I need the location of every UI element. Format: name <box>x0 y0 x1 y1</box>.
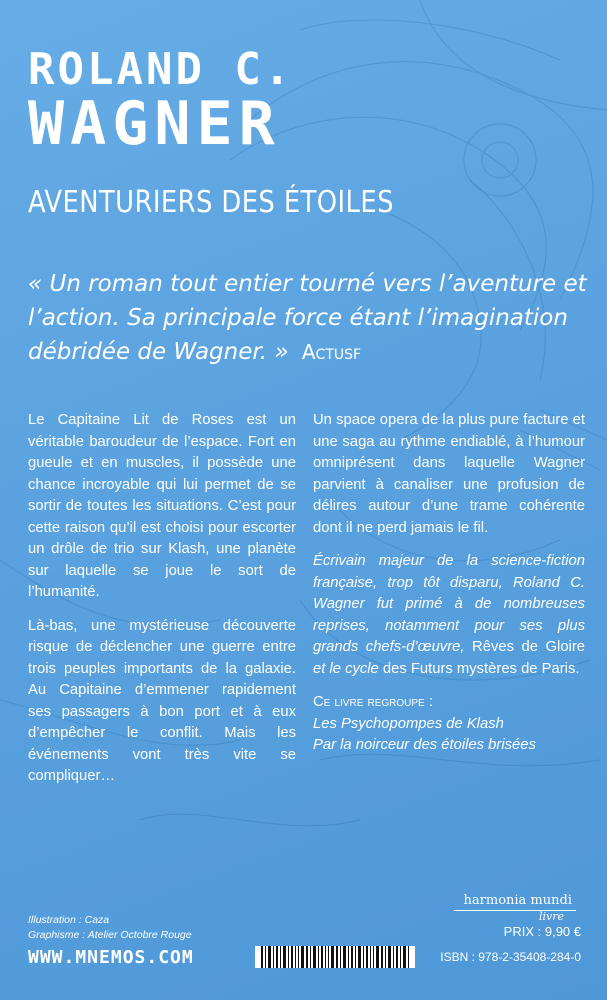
bio-end-punctuation: . <box>575 660 580 677</box>
publisher-website: WWW.MNEMOS.COM <box>28 947 194 968</box>
barcode <box>255 946 415 968</box>
credits <box>28 913 192 943</box>
publisher-name: harmonia mundi <box>454 893 576 911</box>
price-label: PRIX : 9,90 € <box>503 924 581 939</box>
isbn-label: ISBN : 978-2-35408-284-0 <box>440 950 581 964</box>
synopsis-column <box>28 410 296 800</box>
synopsis-paragraph-1: Le Capitaine Lit de Roses est un véritable baroudeur de l’espace. Fort en gueule et en muscles, il possède une chance incroyable qui lui permet de se sortir de toutes les situations. C’est pour cette raison qu’il est choisi pour escorter un drôle de trio sur Klash, une planète sur laquelle se joue le sort de l’humanité. <box>28 412 296 600</box>
quote-source: Actusf <box>301 340 362 364</box>
bio-work-title-2: des Futurs mystères de Paris <box>382 660 576 677</box>
review-paragraph: Un space opera de la plus pure facture et une saga au rythme endiablé, à l’humour omniprésent dans laquelle Wagner parvient à canaliser une profusion de délires autour d’une trame cohérente dont il ne perd jamais le fil. <box>313 412 585 536</box>
author-name <box>28 44 294 159</box>
included-titles-label: Ce livre regroupe : <box>313 694 433 710</box>
synopsis-paragraph-2: Là-bas, une mystérieuse découverte risque de déclencher une guerre entre trois peuples importants de la galaxie. Au Capitaine d’emmener rapidement ses passagers à bon port et à eux d’empêcher le conflit. Mais les événements vont très vite se compliquer… <box>28 617 296 784</box>
author-first-line: ROLAND C. <box>28 44 294 95</box>
author-bio-connector: et le cycle <box>313 660 379 677</box>
book-title: AVENTURIERS DES ÉTOILES <box>28 185 394 220</box>
author-bio <box>313 551 585 680</box>
included-titles <box>313 692 585 757</box>
publisher-sub: livre <box>538 910 564 923</box>
included-title-2: Par la noirceur des étoiles brisées <box>313 737 536 753</box>
author-last-name: WAGNER <box>28 89 281 159</box>
design-credit: Graphisme : Atelier Octobre Rouge <box>28 929 192 941</box>
author-bio-text: Écrivain majeur de la science-fiction française, trop tôt disparu, Roland C. Wagner fut primé à de nombreuses reprises, notamment pour ses plus grands chefs-d’œuvre, <box>313 553 585 655</box>
included-title-1: Les Psychopompes de Klash <box>313 715 504 732</box>
review-column <box>313 410 585 757</box>
publisher-logo <box>426 893 576 923</box>
press-quote <box>28 267 588 369</box>
quote-text: « Un roman tout entier tourné vers l’aventure et l’action. Sa principale force étant l’imagination débridée de Wagner. » <box>28 271 587 365</box>
illustration-credit: Illustration : Caza <box>28 914 110 926</box>
bio-work-title-1: Rêves de Gloire <box>472 639 585 655</box>
